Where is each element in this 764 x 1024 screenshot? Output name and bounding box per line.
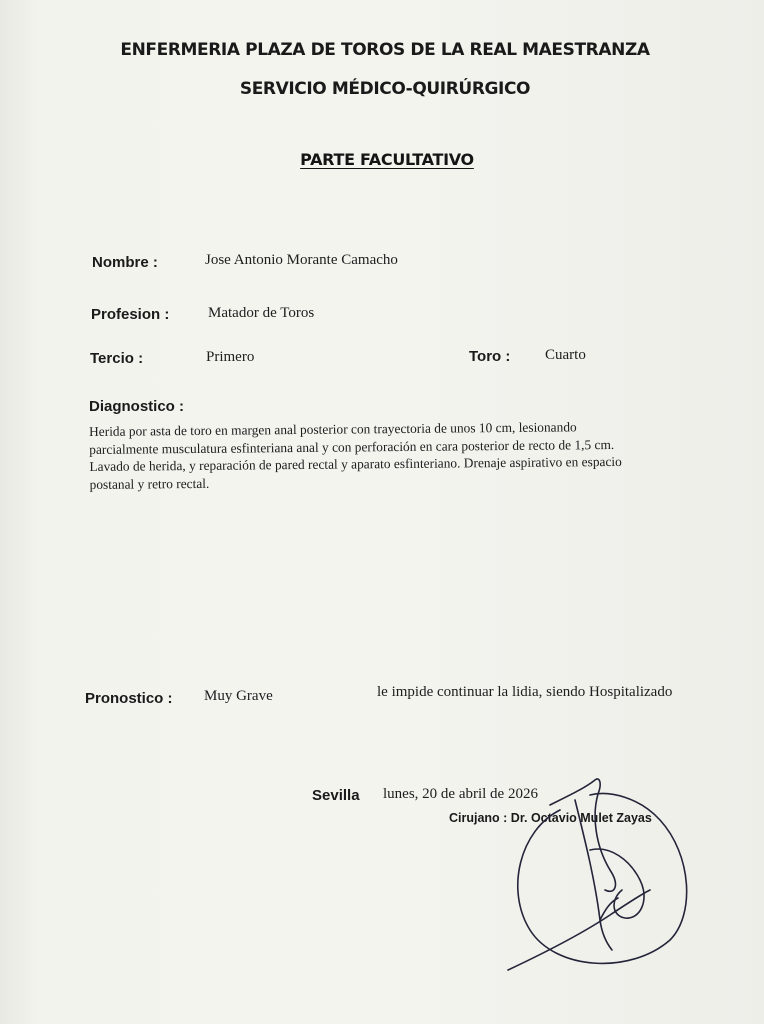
- header-institution: ENFERMERIA PLAZA DE TOROS DE LA REAL MAESTRANZA: [120, 40, 650, 60]
- surgeon-name: Cirujano : Dr. Octavio Mulet Zayas: [449, 811, 652, 825]
- pronostico-label: Pronostico :: [85, 690, 173, 707]
- handwritten-signature: [500, 770, 700, 980]
- place-label: Sevilla: [312, 787, 360, 804]
- profesion-value: Matador de Toros: [208, 305, 315, 321]
- pronostico-value: Muy Grave: [204, 688, 273, 704]
- diagnostico-line: Herida por asta de toro en margen anal posterior con trayectoria de unos 10 cm, lesionando: [89, 419, 577, 439]
- diagnostico-label: Diagnostico :: [89, 398, 185, 415]
- diagnostico-line: Lavado de herida, y reparación de pared rectal y aparato esfinteriano. Drenaje aspirativo en espacio: [89, 453, 622, 474]
- toro-value: Cuarto: [545, 347, 586, 363]
- tercio-label: Tercio :: [90, 350, 144, 367]
- diagnostico-line: postanal y retro rectal.: [89, 475, 210, 492]
- document-title: [0, 150, 764, 169]
- date-value: lunes, 20 de abril de 2026: [383, 786, 538, 802]
- nombre-value: Jose Antonio Morante Camacho: [205, 252, 398, 268]
- document-title-text: PARTE FACULTATIVO: [300, 150, 474, 169]
- tercio-value: Primero: [206, 349, 255, 365]
- header-service: SERVICIO MÉDICO-QUIRÚRGICO: [239, 79, 531, 99]
- nombre-label: Nombre :: [92, 254, 158, 271]
- diagnostico-text: [89, 417, 710, 493]
- pronostico-note: le impide continuar la lidia, siendo Hospitalizado: [377, 684, 673, 700]
- toro-label: Toro :: [469, 348, 511, 365]
- diagnostico-line: parcialmente musculatura esfinteriana anal y con perforación en cara posterior de recto de 1,5 cm.: [89, 436, 615, 457]
- profesion-label: Profesion :: [91, 306, 170, 323]
